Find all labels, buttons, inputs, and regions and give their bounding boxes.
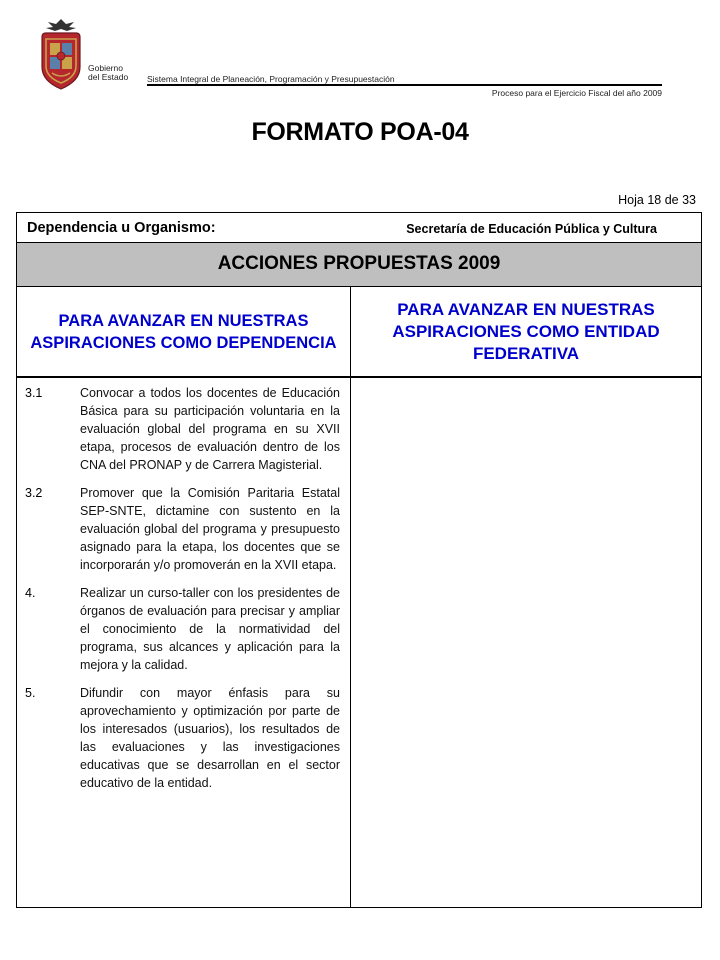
action-number: 3.2 <box>25 486 43 500</box>
dependency-label: Dependencia u Organismo: <box>27 220 216 236</box>
format-title: FORMATO POA-04 <box>251 118 469 146</box>
action-item <box>17 484 340 574</box>
column-heading-dependency: PARA AVANZAR EN NUESTRAS ASPIRACIONES COMO DEPENDENCIA <box>16 287 351 378</box>
action-list <box>17 378 350 792</box>
dependency-value: Secretaría de Educación Pública y Cultura <box>406 222 657 236</box>
government-label <box>88 64 128 82</box>
federal-entity-actions-cell <box>351 378 702 908</box>
action-item <box>17 384 340 474</box>
action-item <box>17 684 340 792</box>
header-divider <box>147 84 662 86</box>
dependency-row <box>16 212 702 243</box>
state-coat-of-arms-icon <box>36 15 86 95</box>
action-number: 4. <box>25 586 36 600</box>
actions-form-table <box>16 212 702 908</box>
government-label-line2: del Estado <box>88 72 129 82</box>
system-name: Sistema Integral de Planeación, Programación y Presupuestación <box>147 74 395 84</box>
government-label-line1: Gobierno <box>88 63 123 73</box>
action-text: Convocar a todos los docentes de Educación Básica para su participación voluntaria en la evaluación global del programa en su XVII etapa, procesos de evaluación dentro de los CNA del PRONAP y de Carrera Magisterial. <box>80 386 340 472</box>
action-text: Difundir con mayor énfasis para su aprovechamiento y optimización por parte de los interesados (usuarios), los resultados de las evaluaciones y las investigaciones educativas que se desarrollan en el sector educativo de la entidad. <box>80 686 340 790</box>
column-heading-federal-entity: PARA AVANZAR EN NUESTRAS ASPIRACIONES COMO ENTIDAD FEDERATIVA <box>351 287 702 378</box>
dependency-actions-cell <box>16 378 351 908</box>
sheet-number: Hoja 18 de 33 <box>618 193 696 207</box>
section-title: ACCIONES PROPUESTAS 2009 <box>217 253 501 274</box>
action-text: Realizar un curso-taller con los presidentes de órganos de evaluación para precisar y ampliar el conocimiento de la normatividad del programa, sus alcances y aplicación para la mejora y la calidad. <box>80 586 340 672</box>
process-label: Proceso para el Ejercicio Fiscal del año 2009 <box>491 88 662 98</box>
action-number: 3.1 <box>25 386 43 400</box>
action-text: Promover que la Comisión Paritaria Estatal SEP-SNTE, dictamine con sustento en la evaluación global del programa y presupuesto asignado para la etapa, los docentes que se incorporarán y/o promoverán en la XVII etapa. <box>80 486 340 572</box>
action-item <box>17 584 340 674</box>
section-header <box>16 243 702 287</box>
action-number: 5. <box>25 686 36 700</box>
